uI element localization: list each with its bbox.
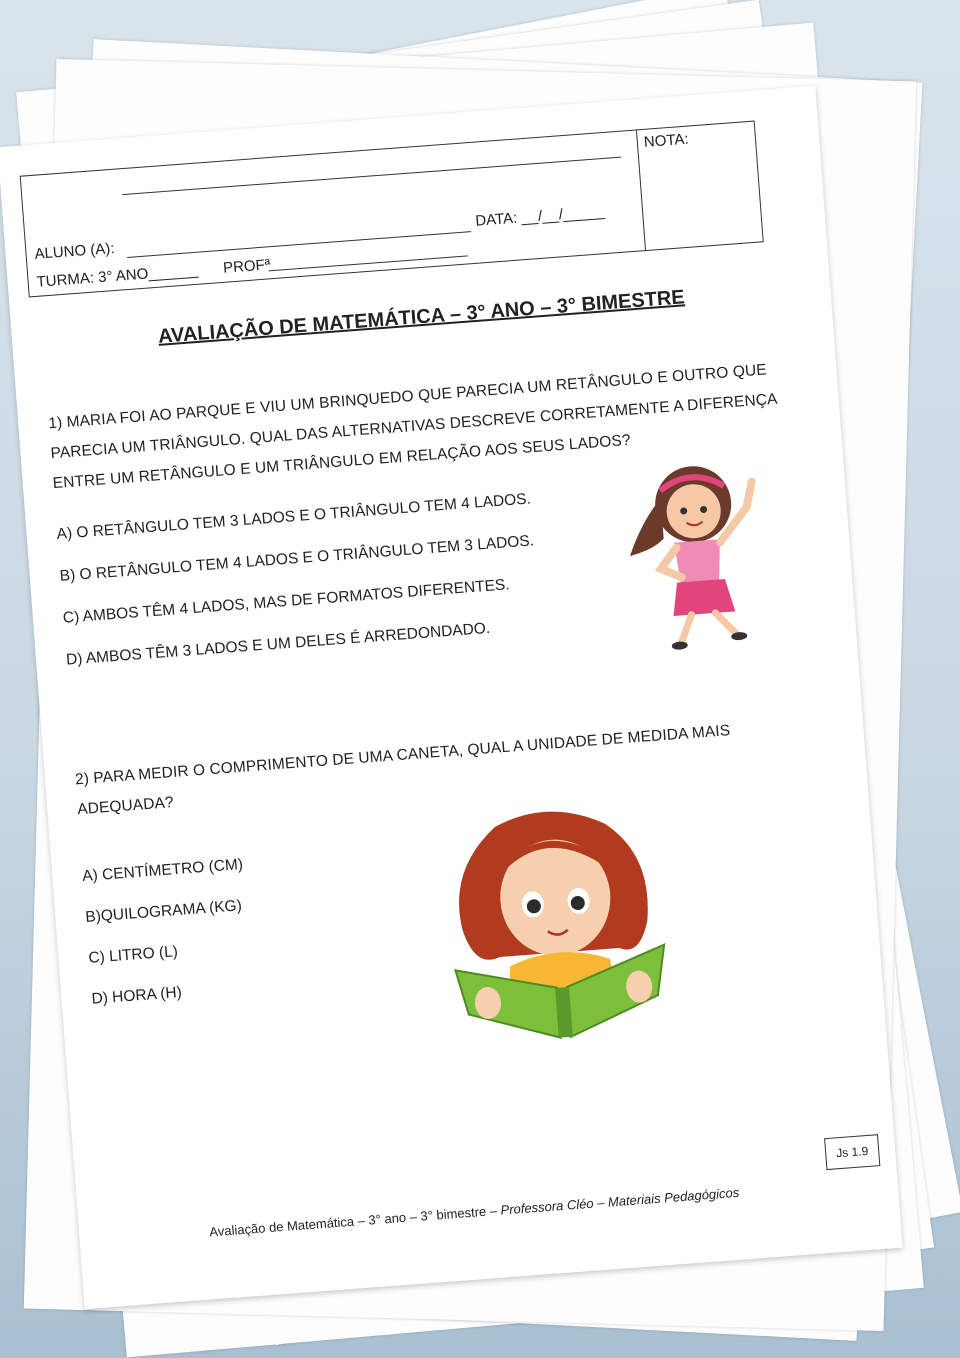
question-1-option-a[interactable]: A) O RETÂNGULO TEM 3 LADOS E O TRIÂNGULO TEM 4 LADOS.: [56, 490, 532, 544]
question-2-option-c[interactable]: C) LITRO (L): [87, 943, 179, 967]
student-name-line[interactable]: [127, 231, 471, 258]
shoe-left: [671, 641, 688, 650]
class-label[interactable]: TURMA: 3° ANO______: [36, 261, 199, 291]
teacher-name-line[interactable]: [268, 255, 468, 271]
jumping-girl-illustration: [618, 451, 783, 662]
grade-label: NOTA:: [643, 130, 690, 151]
question-2-option-b[interactable]: B)QUILOGRAMA (KG): [84, 897, 243, 926]
date-label[interactable]: DATA: __/__/_____: [474, 203, 606, 230]
footer-text: Avaliação de Matemática – 3° ano – 3° bimestre –: [208, 1202, 502, 1240]
question-2-option-a[interactable]: A) CENTÍMETRO (CM): [81, 856, 244, 886]
question-2-text: 2) PARA MEDIR O COMPRIMENTO DE UMA CANETA, QUAL A UNIDADE DE MEDIDA MAIS ADEQUADA?: [74, 722, 731, 819]
leg-left: [680, 615, 694, 643]
question-1-option-b[interactable]: B) O RETÂNGULO TEM 4 LADOS E O TRIÂNGULO TEM 3 LADOS.: [59, 532, 535, 585]
question-1-text: 1) MARIA FOI AO PARQUE E VIU UM BRINQUEDO QUE PARECIA UM RETÂNGULO E OUTRO QUE PARECIA UM TRIÂNGULO. QUAL DAS ALTERNATIVAS DESCREVE CORRETAMENTE A DIFERENÇA ENTRE UM RETÂNGULO E UM TRIÂNGULO EM RELAÇÃO AOS SEUS LADOS?: [47, 361, 778, 493]
teacher-label: PROFª: [222, 256, 271, 277]
name-line-top: [122, 157, 621, 195]
question-2-option-d[interactable]: D) HORA (H): [90, 983, 183, 1008]
footer-author: Professora Cléo – Materiais Pedagógicos: [500, 1184, 740, 1218]
reading-girl-illustration: [434, 794, 681, 1051]
question-1-option-c[interactable]: C) AMBOS TÊM 4 LADOS, MAS DE FORMATOS DIFERENTES.: [62, 576, 511, 627]
page-footer: [209, 1185, 740, 1240]
question-1-option-d[interactable]: D) AMBOS TÊM 3 LADOS E UM DELES É ARREDONDADO.: [65, 619, 491, 669]
skirt: [671, 578, 735, 616]
exam-page: [0, 86, 903, 1309]
page-title: AVALIAÇÃO DE MATEMÁTICA – 3° ANO – 3° BIMESTRE: [157, 286, 686, 348]
student-label: ALUNO (A):: [33, 239, 116, 263]
version-label: Js 1.9: [824, 1134, 880, 1170]
grade-box[interactable]: [636, 122, 763, 251]
student-info-box: [20, 121, 764, 298]
leg-right: [715, 611, 736, 634]
